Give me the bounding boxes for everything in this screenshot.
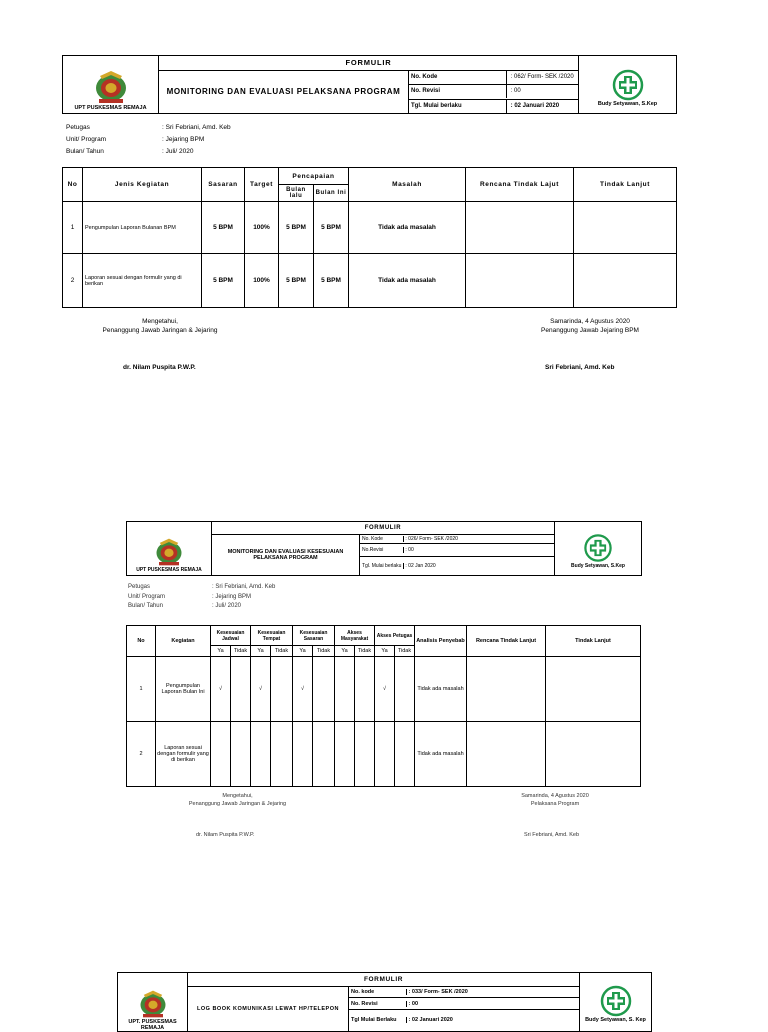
form1-unit-label: Unit/ Program — [66, 136, 107, 143]
form1-col-target-group: Sasaran — [202, 168, 245, 202]
form2-col-place: Kesesuaian Tempat — [251, 626, 293, 646]
subheader-no: Tidak — [395, 646, 415, 657]
form1-footer-left — [80, 317, 240, 335]
row-mark: √ — [251, 657, 271, 722]
form3-date-value: : 02 Januari 2020 — [408, 1017, 453, 1024]
form3-code-row — [349, 987, 580, 998]
form2-revision-label: No.Revisi — [362, 547, 404, 553]
form1-col-no: No — [63, 168, 83, 202]
form2-code-row — [360, 534, 555, 544]
form1-col-target: Target — [245, 168, 279, 202]
subheader-yes: Ya — [335, 646, 355, 657]
table-row — [127, 657, 641, 722]
row-no: 1 — [63, 202, 83, 254]
form2-date-label: Tgl. Mulai berlaku — [362, 563, 404, 569]
row-mark — [251, 722, 271, 787]
row-analysis: Tidak ada masalah — [415, 722, 467, 787]
form2-code-label: No. Kode — [362, 536, 404, 542]
form2-code-value: : 026/ Form- SEK /2020 — [405, 535, 458, 542]
form1-date-value: : 02 Januari 2020 — [510, 102, 560, 109]
form2-right-role: Pelaksana Program — [530, 800, 580, 807]
row-mark — [355, 722, 375, 787]
table-row — [63, 202, 677, 254]
puskesmas-crest-icon — [134, 989, 172, 1019]
subheader-no: Tidak — [231, 646, 251, 657]
form3-org-name-line2: REMAJA — [140, 1025, 165, 1031]
row-plan — [467, 722, 546, 787]
row-activity: Pengumpulan Laporan Bulan Ini — [156, 657, 211, 722]
subheader-no: Tidak — [313, 646, 335, 657]
form1-unit-value: : Jejaring BPM — [162, 136, 205, 143]
form2-officer-label: Petugas — [128, 584, 151, 590]
form2-left-role: Penanggung Jawab Jaringan & Jejaring — [188, 800, 287, 807]
form2-logo-cell — [127, 522, 212, 576]
form2-signer: Budy Setyawan, S.Kep — [571, 563, 625, 569]
form1-table — [62, 167, 677, 308]
form1-period-value: : Juli/ 2020 — [162, 148, 194, 155]
form2-col-activity: Kegiatan — [156, 626, 211, 657]
row-this-month: 5 BPM — [314, 254, 349, 308]
row-mark — [211, 722, 231, 787]
form2-program-name-line2: PELAKSANA PROGRAM — [253, 554, 318, 561]
form3-program-name: LOG BOOK KOMUNIKASI LEWAT HP/TELEPON — [188, 987, 349, 1032]
form2-col-analysis: Analisis Penyebab — [415, 626, 467, 657]
form2-period-label: Bulan/ Tahun — [128, 603, 163, 609]
form2-program-name — [212, 534, 360, 575]
form2-revision-value: : 00 — [405, 547, 414, 554]
row-target-group: 5 BPM — [202, 202, 245, 254]
form2-org-name: UPT PUSKESMAS REMAJA — [136, 567, 202, 573]
row-mark — [375, 722, 395, 787]
row-mark — [271, 722, 293, 787]
row-mark — [271, 657, 293, 722]
puskesmas-crest-icon — [91, 69, 131, 105]
form2-col-community-access: Akses Masyarakat — [335, 626, 375, 646]
row-followup — [574, 254, 677, 308]
row-this-month: 5 BPM — [314, 202, 349, 254]
form3-code-label: No. kode — [351, 989, 407, 995]
form2-table — [126, 625, 641, 787]
row-mark — [293, 722, 313, 787]
row-mark — [231, 722, 251, 787]
row-target: 100% — [245, 202, 279, 254]
form1-title: FORMULIR — [159, 56, 579, 71]
row-followup — [574, 202, 677, 254]
form3-title: FORMULIR — [188, 973, 580, 987]
form1-right-name: Sri Febriani, Amd. Keb — [545, 364, 615, 371]
subheader-yes: Ya — [375, 646, 395, 657]
form1-col-plan: Rencana Tindak Lajut — [466, 168, 574, 202]
form2-col-staff-access: Akses Petugas — [375, 626, 415, 646]
form2-date-row — [360, 556, 555, 575]
row-last-month: 5 BPM — [279, 202, 314, 254]
form3-revision-label: No. Revisi — [351, 1001, 407, 1007]
table-row — [63, 254, 677, 308]
form2-revision-row — [360, 544, 555, 557]
form1-revision-value: : 00 — [510, 88, 521, 95]
form2-unit-label: Unit/ Program — [128, 593, 166, 600]
form1-header — [62, 55, 677, 114]
form1-left-name: dr. Nilam Puspita P.W.P. — [123, 364, 196, 371]
green-cross-icon — [580, 533, 616, 563]
form1-period-label: Bulan/ Tahun — [66, 148, 104, 155]
form1-signer: Budy Setyawan, S.Kep — [597, 101, 658, 107]
row-activity: Laporan sesuai dengan formulir yang di berikan — [83, 254, 202, 308]
form1-date-row — [409, 99, 579, 114]
subheader-yes: Ya — [251, 646, 271, 657]
row-mark — [395, 657, 415, 722]
form3-revision-value: : 00 — [408, 1000, 419, 1007]
form2-header — [126, 521, 642, 576]
subheader-no: Tidak — [355, 646, 375, 657]
row-mark — [335, 722, 355, 787]
row-plan — [466, 254, 574, 308]
puskesmas-crest-icon — [152, 537, 186, 567]
subheader-yes: Ya — [211, 646, 231, 657]
row-mark — [313, 657, 335, 722]
green-cross-icon — [596, 985, 636, 1017]
form3-date-row — [349, 1009, 580, 1031]
row-activity: Pengumpulan Laporan Bulanan BPM — [83, 202, 202, 254]
form2-col-schedule: Kesesuaian Jadwal — [211, 626, 251, 646]
subheader-yes: Ya — [293, 646, 313, 657]
form3-revision-row — [349, 998, 580, 1009]
row-plan — [466, 202, 574, 254]
form3-signer-cell — [580, 973, 652, 1032]
form1-col-activity: Jenis Kegiatan — [83, 168, 202, 202]
row-analysis: Tidak ada masalah — [415, 657, 467, 722]
row-mark — [313, 722, 335, 787]
form1-col-followup: Tindak Lanjut — [574, 168, 677, 202]
row-mark — [335, 657, 355, 722]
row-mark: √ — [211, 657, 231, 722]
row-last-month: 5 BPM — [279, 254, 314, 308]
form2-col-no: No — [127, 626, 156, 657]
row-problem: Tidak ada masalah — [349, 202, 466, 254]
form2-title: FORMULIR — [212, 522, 555, 535]
green-cross-icon — [608, 69, 648, 101]
form2-period-value: : Juli/ 2020 — [212, 603, 242, 609]
form2-right-name: Sri Febriani, Amd. Keb — [524, 832, 580, 838]
form3-logo-cell — [118, 973, 188, 1032]
form1-signer-cell — [579, 56, 677, 114]
subheader-no: Tidak — [271, 646, 293, 657]
form2-signer-cell — [555, 522, 642, 576]
row-mark — [231, 657, 251, 722]
form1-code-label: No. Kode — [411, 71, 507, 84]
row-mark — [395, 722, 415, 787]
form3-org-name-line1: UPT. PUSKESMAS — [128, 1019, 177, 1025]
form1-footer-right — [510, 317, 670, 335]
form2-acknowledged: Mengetahui, — [222, 793, 253, 799]
form1-col-achievement: Pencapaian — [279, 168, 349, 185]
row-followup — [546, 657, 641, 722]
form3-header — [117, 972, 652, 1032]
row-no: 2 — [127, 722, 156, 787]
form1-info — [66, 122, 231, 158]
form1-col-this-month: Bulan Ini — [314, 185, 349, 202]
row-mark — [355, 657, 375, 722]
form2-officer-value: : Sri Febriani, Amd. Keb — [212, 584, 276, 590]
form1-logo-cell — [63, 56, 159, 114]
form1-acknowledged: Mengetahui, — [142, 318, 178, 325]
form1-right-role: Penanggung Jawab Jejaring BPM — [541, 327, 639, 334]
form1-code-value: : 062/ Form- SEK /2020 — [510, 73, 574, 80]
form2-left-name: dr. Nilam Puspita P.W.P. — [196, 832, 255, 838]
table-row — [127, 722, 641, 787]
form2-unit-value: : Jejaring BPM — [212, 593, 252, 600]
form1-place-date: Samarinda, 4 Agustus 2020 — [550, 318, 630, 325]
form3-signer: Budy Setyawan, S. Kep — [585, 1017, 646, 1023]
form1-revision-label: No. Revisi — [411, 85, 507, 98]
form2-footer-left — [165, 793, 310, 808]
form2-place-date: Samarinda, 4 Agustus 2020 — [521, 793, 589, 799]
form2-col-target: Kesesuaian Sasaran — [293, 626, 335, 646]
row-no: 1 — [127, 657, 156, 722]
form1-officer-label: Petugas — [66, 124, 90, 131]
form2-col-followup: Tindak Lanjut — [546, 626, 641, 657]
form1-code-row — [409, 70, 579, 85]
form1-left-role: Penanggung Jawab Jaringan & Jejaring — [102, 327, 218, 334]
row-mark: √ — [293, 657, 313, 722]
form1-revision-row — [409, 85, 579, 100]
form2-program-name-line1: MONITORING DAN EVALUASI KESESUAIAN — [227, 548, 344, 555]
row-followup — [546, 722, 641, 787]
row-target: 100% — [245, 254, 279, 308]
row-problem: Tidak ada masalah — [349, 254, 466, 308]
row-activity: Laporan sesuai dengan formulir yang di berikan — [156, 722, 211, 787]
form3-code-value: : 033/ Form- SEK /2020 — [408, 989, 468, 996]
form1-col-problem: Masalah — [349, 168, 466, 202]
form1-officer-value: : Sri Febriani, Amd. Keb — [162, 124, 231, 131]
form1-col-last-month: Bulan lalu — [279, 185, 314, 202]
form2-date-value: : 02 Jan 2020 — [405, 562, 436, 569]
row-plan — [467, 657, 546, 722]
row-no: 2 — [63, 254, 83, 308]
form3-date-label: Tgl Mulai Berlaku — [351, 1017, 407, 1023]
form2-col-plan: Rencana Tindak Lanjut — [467, 626, 546, 657]
row-mark: √ — [375, 657, 395, 722]
row-target-group: 5 BPM — [202, 254, 245, 308]
form1-date-label: Tgl. Mulai berlaku — [411, 100, 507, 113]
form1-program-name: MONITORING DAN EVALUASI PELAKSANA PROGRAM — [159, 70, 409, 114]
form1-org-name: UPT PUSKESMAS REMAJA — [74, 105, 147, 111]
form2-info — [128, 583, 275, 612]
form2-footer-right — [500, 793, 610, 808]
